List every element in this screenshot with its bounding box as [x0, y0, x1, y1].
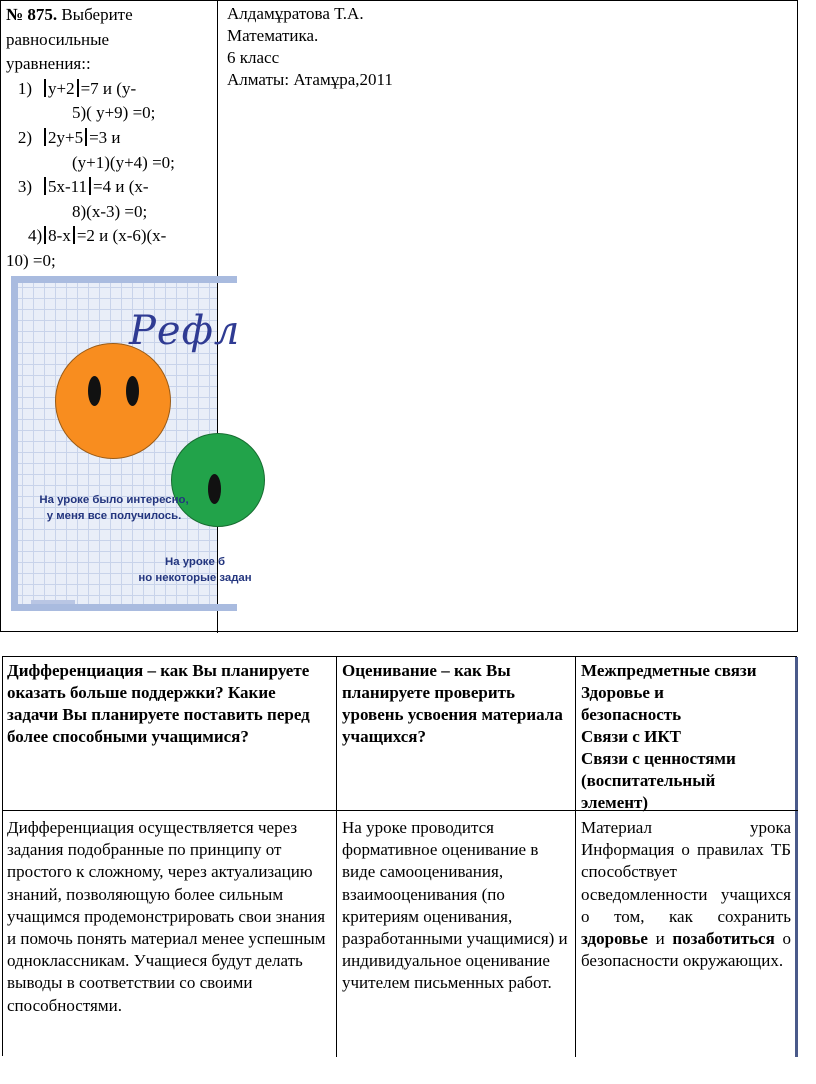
equation-rest: =4 и (х-	[93, 177, 149, 197]
caption-line: у меня все получилось.	[46, 510, 182, 522]
header-differentiation: Дифференциация – как Вы планируете оказать больше поддержки? Какие задачи Вы планируете поставить перед более способными учащимися?	[7, 661, 310, 746]
cell-text-bold: здоровье	[581, 929, 648, 949]
column-divider	[336, 657, 337, 1057]
equation-item-2-cont: (у+1)(у+4) =0;	[72, 152, 175, 172]
cell-differentiation: Дифференциация осуществляется через задания подобранные по принципу от простого к сложному, через актуализацию знаний, позволяющую более сильным учащимся продемонстрировать свои знания и помочь понять материал менее успешным одноклассникам. Учащиеся будут делать выводы в соответствии со своими способностями.	[7, 818, 326, 1015]
eye	[88, 376, 101, 406]
header-line: Связи с ИКТ	[581, 727, 681, 746]
equation-item-1	[6, 77, 212, 102]
abs-bar	[77, 79, 79, 97]
eye	[208, 474, 221, 504]
abs-bar	[89, 177, 91, 195]
cell-cross-curricular	[581, 817, 791, 972]
image-footer-mark	[31, 600, 75, 604]
item-number: 1)	[17, 78, 32, 98]
equation-rest: =3 и	[89, 127, 121, 147]
column-divider	[575, 657, 576, 1057]
abs-expression: 8-х	[48, 226, 71, 246]
caption-line: На уроке б	[164, 556, 226, 568]
lesson-plan-table	[2, 656, 797, 1056]
equation-item-2	[6, 126, 212, 151]
cell-assessment: На уроке проводится формативное оценивание в виде самооценивания, взаимооценивания (по критериям оценивания, разработанными учащимися) и индивидуальное оценивание учителем письменных работ.	[342, 818, 568, 993]
caption-line: но некоторые задан	[138, 572, 252, 584]
abs-expression: у+2	[48, 78, 75, 98]
abs-expression: 5х-11	[48, 177, 88, 197]
abs-expression: 2у+5	[48, 127, 84, 147]
header-line: Связи с ценностями	[581, 749, 736, 768]
header-line: элемент)	[581, 793, 649, 812]
header-line: безопасность	[581, 705, 682, 724]
equation-item-3-cont: 8)(х-3) =0;	[72, 201, 148, 221]
reflection-title: Рефл	[129, 308, 241, 354]
equation-item-4-cont: 10) =0;	[6, 250, 56, 270]
caption-line: На уроке было интересно,	[39, 494, 189, 506]
author: Алдамұратова Т.А.	[227, 4, 364, 23]
task-prompt-line: уравнения::	[6, 54, 91, 74]
item-number: 2)	[17, 127, 32, 147]
grade: 6 класс	[227, 48, 280, 67]
reflection-caption-1	[19, 492, 209, 524]
equation-item-1-cont: 5)( у+9) =0;	[72, 103, 156, 123]
task-heading	[6, 3, 212, 28]
task-prompt: Выберите	[61, 5, 133, 24]
publisher: Алматы: Атамұра,2011	[227, 70, 393, 89]
equation-item-4	[6, 224, 212, 249]
eye	[126, 376, 139, 406]
equation-item-3	[6, 175, 212, 200]
cell-text: Материал урока Информация о правилах ТБ способствует осведомленности учащихся о том, как сохранить	[581, 818, 791, 926]
item-number: 3)	[17, 177, 32, 197]
orange-smiley-icon	[55, 343, 171, 459]
abs-bar	[44, 128, 46, 146]
equation-rest: =7 и (у-	[80, 78, 137, 98]
header-assessment: Оценивание – как Вы планируете проверить уровень усвоения материала учащихся?	[342, 661, 563, 746]
task-cell	[6, 3, 212, 274]
equation-rest: =2 и (х-6)(х-	[76, 226, 167, 246]
abs-bar	[44, 177, 46, 195]
abs-bar	[85, 128, 87, 146]
cell-text: о безопасности окружающих.	[581, 929, 792, 971]
subject: Математика.	[227, 26, 319, 45]
reflection-caption-2	[105, 554, 285, 586]
item-number: 4)	[28, 226, 43, 246]
cell-text-bold: позаботиться	[672, 929, 775, 949]
table-right-border	[795, 657, 798, 1057]
reflection-image	[11, 276, 252, 611]
cell-text: и	[655, 929, 665, 949]
header-line: (воспитательный	[581, 771, 716, 790]
source-cell	[227, 3, 393, 91]
header-cross-curricular	[581, 660, 791, 814]
header-line: Здоровье и	[581, 683, 664, 702]
header-line: Межпредметные связи	[581, 661, 757, 680]
abs-bar	[44, 79, 46, 97]
abs-bar	[73, 226, 75, 244]
abs-bar	[44, 226, 46, 244]
task-prompt-line: равносильные	[6, 29, 110, 49]
task-number: № 875.	[6, 5, 58, 24]
